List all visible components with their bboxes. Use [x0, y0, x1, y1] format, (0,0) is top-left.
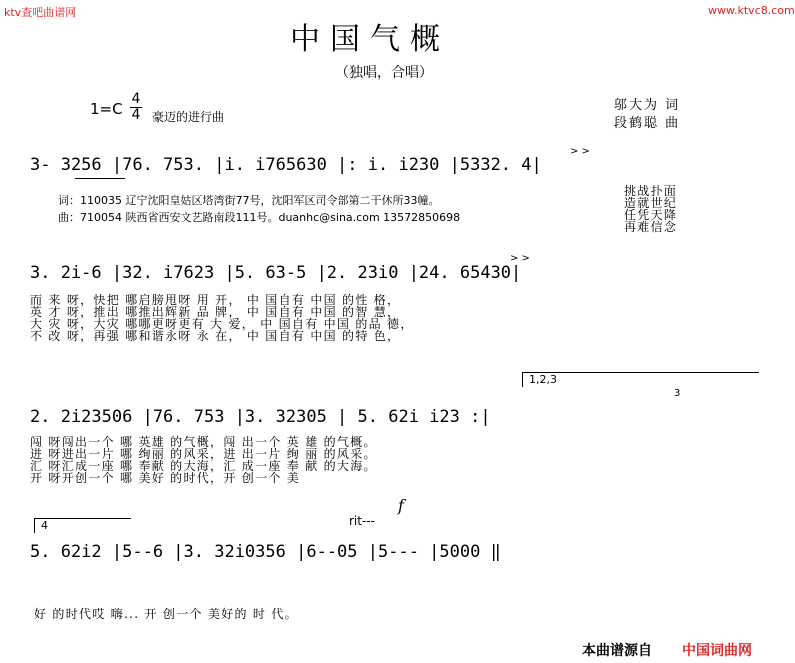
page-title: 中国气概: [290, 22, 450, 57]
lyrics-block-1: [624, 185, 677, 233]
beam: [75, 178, 125, 179]
triplet-mark: 3: [674, 388, 681, 399]
composer-address: 曲：710054 陕西省西安文艺路南段111号。duanhc@sina.com 13572850698: [58, 211, 461, 224]
tempo-marking: 豪迈的进行曲: [152, 110, 225, 124]
time-top: 4: [131, 91, 141, 107]
lyrics-block-3: [30, 436, 377, 484]
subtitle: （独唱，合唱）: [335, 65, 433, 81]
notation-line-2: 3. 2i-6 |32. i7623 |5. 63-5 |2. 23i0 |24. 65430|: [30, 263, 522, 283]
lyric-line: 再难信念: [624, 220, 678, 234]
lyric-line: 任凭天降: [624, 208, 678, 222]
volta-bracket-4: 4: [34, 518, 131, 533]
lyrics-block-4: 好 的时代哎 嗨... 开 创一个 美好的 时 代。: [34, 607, 298, 621]
lyric-line: 造就世纪: [624, 196, 678, 210]
lyric-line: 挑战扑面: [624, 184, 678, 198]
lyric-line: 大 灾 呀，大灾 哪哪更呀更有 大 爱， 中 国自有 中国 的品 德，: [30, 317, 414, 331]
lyric-line: 进 呀进出一片 哪 绚丽 的风采，进 出一片 绚 丽 的风采。: [30, 447, 377, 461]
watermark-right: www.ktvc8.com: [708, 4, 795, 17]
volta-bracket-1-2-3: 1,2,3: [522, 372, 759, 387]
lyrics-block-2: [30, 294, 414, 342]
ritardando-marking: rit---: [349, 514, 375, 528]
lyric-line: 闯 呀闯出一个 哪 英雄 的气概，闯 出一个 英 雄 的气概。: [30, 435, 377, 449]
time-signature: [130, 92, 142, 123]
footer-site: 中国词曲网: [682, 643, 752, 659]
lyric-line: 不 改 呀，再强 哪和谐永呀 永 在， 中 国自有 中国 的特 色，: [30, 329, 401, 343]
lyric-line: 汇 呀汇成一座 哪 奉献 的大海，汇 成一座 奉 献 的大海。: [30, 459, 377, 473]
key-signature: 1=C: [90, 100, 123, 118]
notation-line-1: 3- 3256 |76. 753. |i. i765630 |: i. i230 |5332. 4|: [30, 155, 542, 175]
lyricist-address: 词：110035 辽宁沈阳皇姑区塔湾街77号，沈阳军区司令部第二干休所33幢。: [58, 194, 440, 207]
watermark-left: ktv查吧曲谱网: [4, 6, 77, 19]
notation-line-4: 5. 62i2 |5--6 |3. 32i0356 |6--05 |5--- |5000 ‖: [30, 542, 501, 562]
lyric-line: 英 才 呀，推出 哪推出辉新 品 牌， 中 国自有 中国 的智 慧，: [30, 305, 401, 319]
time-bottom: 4: [131, 107, 141, 123]
notation-line-3: 2. 2i23506 |76. 753 |3. 32305 | 5. 62i i23 :|: [30, 407, 491, 427]
composer-credit: 段鹤聪 曲: [614, 116, 681, 131]
accent-marks: > >: [570, 146, 590, 157]
accent-marks: > >: [510, 253, 530, 264]
footer-source: 本曲谱源自: [582, 643, 652, 659]
lyric-line: 而 来 呀，快把 哪启膀甩呀 用 开， 中 国自有 中国 的性 格，: [30, 293, 401, 307]
lyric-line: 开 呀开创一个 哪 美好 的时代，开 创一个 美: [30, 471, 301, 485]
dynamic-forte: f: [398, 496, 404, 515]
lyricist-credit: 邬大为 词: [614, 98, 681, 113]
